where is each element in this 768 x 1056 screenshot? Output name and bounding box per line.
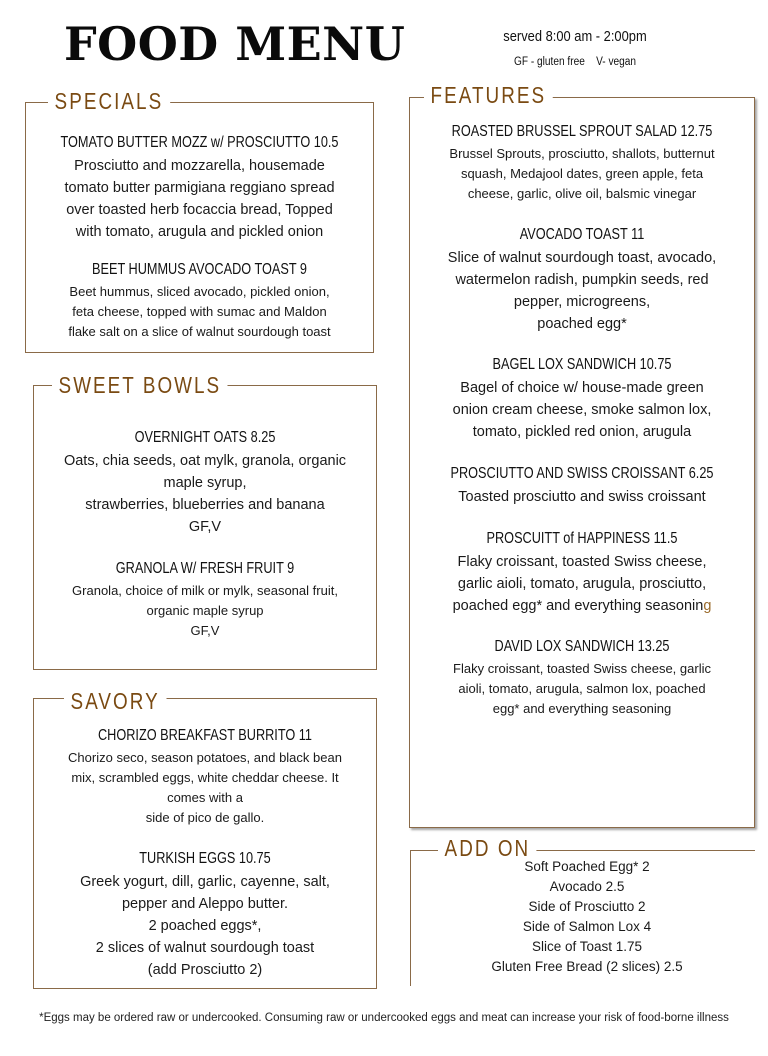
page-title: FOOD MENU <box>64 17 406 71</box>
item-name: BAGEL LOX SANDWICH 10.75 <box>492 356 672 373</box>
add-on-list <box>412 857 762 977</box>
list-item: Avocado 2.5 <box>549 879 625 894</box>
menu-item <box>27 260 372 342</box>
item-name: PROSCIUTTO AND SWISS CROISSANT 6.25 <box>450 465 714 482</box>
item-description: Flaky croissant, toasted Swiss cheese, garlic aioli, tomato, arugula, salmon lox, poached egg* and everything seasoning <box>453 661 711 716</box>
menu-item <box>411 355 753 443</box>
item-description: Prosciutto and mozzarella, housemade tomato butter parmigiana reggiano spread over toasted herb focaccia bread, Topped with tomato, arugula and pickled onion <box>64 158 335 240</box>
footnote: *Eggs may be ordered raw or undercooked. Consuming raw or undercooked eggs and meat can increase your risk of food-borne illness <box>39 1012 729 1024</box>
menu-item <box>411 464 753 508</box>
menu-item <box>35 428 375 538</box>
item-name: GRANOLA W/ FRESH FRUIT 9 <box>115 560 295 577</box>
item-description: Brussel Sprouts, prosciutto, shallots, butternut squash, Medajool dates, green apple, feta cheese, garlic, olive oil, balsmic vinegar <box>449 146 715 201</box>
item-description: Beet hummus, sliced avocado, pickled onion, feta cheese, topped with sumac and Maldon flake salt on a slice of walnut sourdough toast <box>68 284 331 339</box>
item-description: Toasted prosciutto and swiss croissant <box>458 489 706 505</box>
item-name: TURKISH EGGS 10.75 <box>139 850 271 867</box>
features-title: FEATURES <box>424 81 553 109</box>
sweet-bowls-title: SWEET BOWLS <box>52 371 228 399</box>
item-description: Chorizo seco, season potatoes, and black bean mix, scrambled eggs, white cheddar cheese. It comes with a side of pico de gallo. <box>68 750 342 825</box>
menu-item <box>411 637 753 719</box>
item-name: AVOCADO TOAST 11 <box>519 226 645 243</box>
add-on-title: ADD ON <box>438 834 537 862</box>
savory-title: SAVORY <box>64 687 166 715</box>
item-name: TOMATO BUTTER MOZZ w/ PROSCIUTTO 10.5 <box>60 134 339 151</box>
list-item: Soft Poached Egg* 2 <box>524 859 650 874</box>
item-description: Flaky croissant, toasted Swiss cheese, garlic aioli, tomato, arugula, prosciutto, poached egg* and everything seasoning <box>452 554 712 614</box>
item-description: Oats, chia seeds, oat mylk, granola, organic maple syrup, strawberries, blueberries and banana GF,V <box>63 453 347 535</box>
list-item: Side of Prosciutto 2 <box>528 899 646 914</box>
item-name: CHORIZO BREAKFAST BURRITO 11 <box>97 727 312 744</box>
menu-item <box>27 133 372 243</box>
specials-title: SPECIALS <box>48 87 170 115</box>
serving-hours: served 8:00 am - 2:00pm <box>503 28 647 45</box>
item-name: DAVID LOX SANDWICH 13.25 <box>494 638 670 655</box>
list-item: Gluten Free Bread (2 slices) 2.5 <box>491 959 683 974</box>
list-item: Slice of Toast 1.75 <box>531 939 643 954</box>
item-description: Bagel of choice w/ house-made green onion cream cheese, smoke salmon lox, tomato, pickled red onion, arugula <box>452 380 712 440</box>
diet-legend: GF - gluten free V- vegan <box>513 56 637 68</box>
item-name: BEET HUMMUS AVOCADO TOAST 9 <box>92 261 307 278</box>
menu-item <box>411 529 753 617</box>
menu-item <box>35 559 375 641</box>
menu-item <box>35 849 375 981</box>
item-name: OVERNIGHT OATS 8.25 <box>134 429 276 446</box>
item-name: PROSCUITT of HAPPINESS 11.5 <box>486 530 678 547</box>
menu-item <box>411 225 753 335</box>
item-name: ROASTED BRUSSEL SPROUT SALAD 12.75 <box>451 123 713 140</box>
item-description: Slice of walnut sourdough toast, avocado, watermelon radish, pumpkin seeds, red pepper, microgreens, poached egg* <box>447 250 717 332</box>
item-description: Granola, choice of milk or mylk, seasonal fruit, organic maple syrup GF,V <box>72 583 338 638</box>
menu-item <box>411 122 753 204</box>
item-description: Greek yogurt, dill, garlic, cayenne, salt, pepper and Aleppo butter. 2 poached eggs*, 2 slices of walnut sourdough toast (add Prosciutto 2) <box>80 874 330 978</box>
list-item: Side of Salmon Lox 4 <box>522 919 652 934</box>
menu-item <box>35 726 375 828</box>
